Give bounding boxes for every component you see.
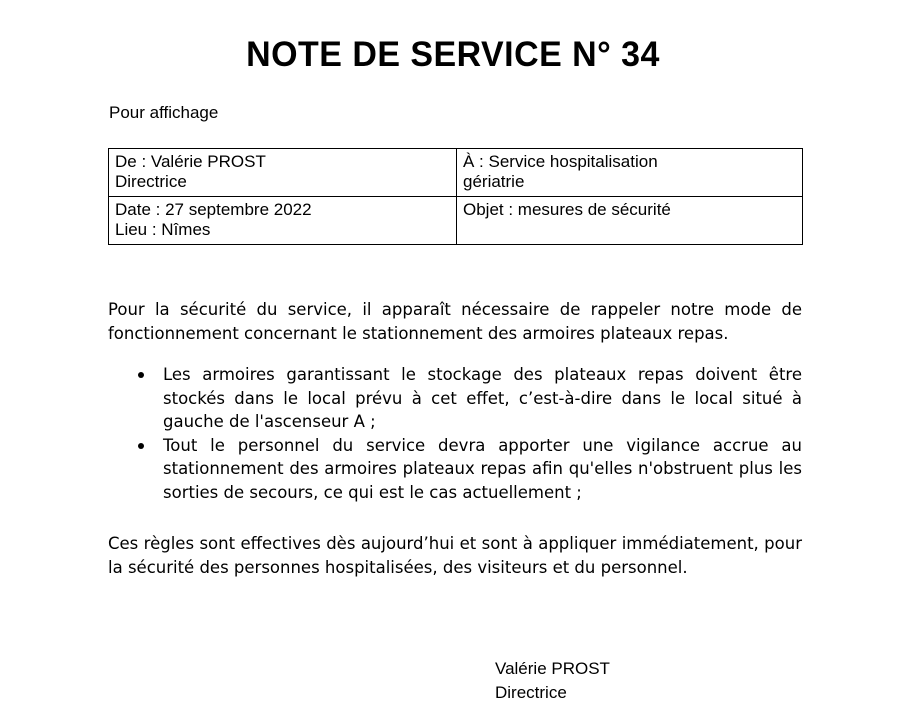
intro-paragraph: Pour la sécurité du service, il apparaît nécessaire de rappeler notre mode de fonctionnement concernant le stationnement des armoires plateaux repas. [108,300,802,343]
closing-paragraph: Ces règles sont effectives dès aujourd’hui et sont à appliquer immédiatement, pour la sécurité des personnes hospitalisées, des visiteurs et du personnel. [108,534,802,577]
subject-line: Objet : mesures de sécurité [463,200,671,219]
signature-name: Valérie PROST [495,659,610,678]
subject-line-empty [463,220,802,240]
signature-role: Directrice [495,683,567,702]
sender-name: De : Valérie PROST [115,152,266,171]
signature-block [495,657,610,705]
document-body [108,298,802,579]
list-item: Les armoires garantissant le stockage des plateaux repas doivent être stockés dans le local prévu à cet effet, c’est-à-dire dans le local situé à gauche de l'ascenseur A ; [108,363,802,434]
list-item: Tout le personnel du service devra apporter une vigilance accrue au stationnement des armoires plateaux repas afin qu'elles n'obstruent plus les sorties de secours, ce qui est le cas actuellement ; [108,434,802,505]
display-notice: Pour affichage [109,103,219,122]
recipient-line-2: gériatrie [463,172,525,191]
memo-info-table [108,148,803,245]
recipient-line-1: À : Service hospitalisation [463,152,658,171]
date-line: Date : 27 septembre 2022 [115,200,312,219]
subject-cell [457,197,803,245]
recipient-cell [457,149,803,197]
sender-cell [109,149,457,197]
page-title: NOTE DE SERVICE N° 34 [246,35,660,75]
instructions-list [108,363,802,504]
sender-role: Directrice [115,172,187,191]
table-row [109,197,803,245]
date-place-cell [109,197,457,245]
table-row [109,149,803,197]
place-line: Lieu : Nîmes [115,220,211,239]
